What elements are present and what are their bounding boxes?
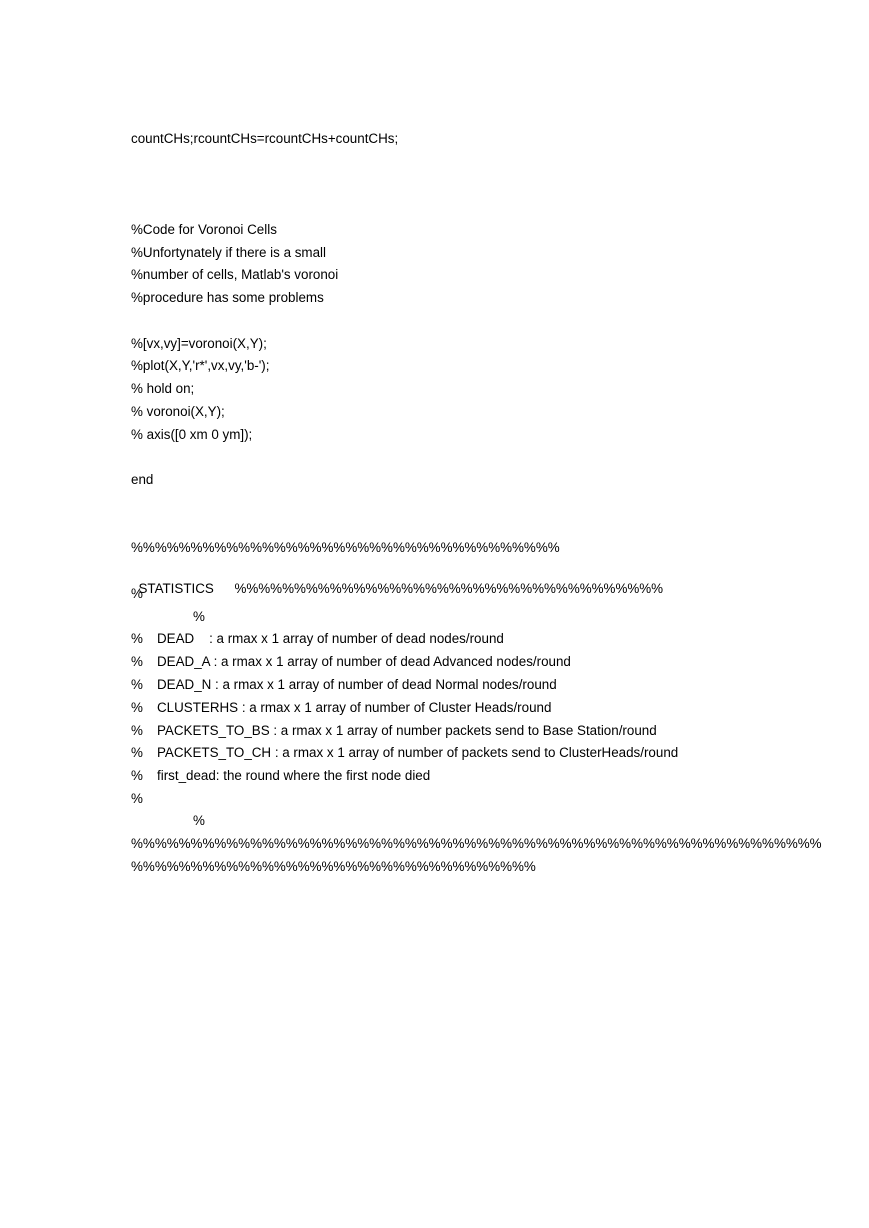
voronoi-code-line: %[vx,vy]=voronoi(X,Y); xyxy=(131,336,267,351)
stats-border-bottom: %%%%%%%%%%%%%%%%%%%%%%%%%%%%%%%%%% xyxy=(131,859,536,874)
stats-item-text: PACKETS_TO_BS : a rmax x 1 array of number packets send to Base Station/round xyxy=(157,723,657,738)
stats-title: STATISTICS xyxy=(138,581,214,596)
voronoi-comment-line: %number of cells, Matlab's voronoi xyxy=(131,267,339,282)
stats-item xyxy=(131,767,430,785)
voronoi-comment-line: %procedure has some problems xyxy=(131,290,324,305)
code-line-count-chs: countCHs;rcountCHs=rcountCHs+countCHs; xyxy=(131,131,399,146)
voronoi-code-line: % hold on; xyxy=(131,381,195,396)
voronoi-comment-line: %Code for Voronoi Cells xyxy=(131,222,277,237)
stats-item xyxy=(131,744,678,762)
stats-item xyxy=(131,676,557,694)
stats-item xyxy=(131,653,571,671)
voronoi-code-line: %plot(X,Y,'r*',vx,vy,'b-'); xyxy=(131,358,270,373)
stats-item-text: DEAD_A : a rmax x 1 array of number of dead Advanced nodes/round xyxy=(157,654,571,669)
stats-item-text: DEAD : a rmax x 1 array of number of dead nodes/round xyxy=(157,631,504,646)
stats-item-marker: % xyxy=(131,654,143,669)
stats-item xyxy=(131,722,657,740)
stats-item-text: PACKETS_TO_CH : a rmax x 1 array of number of packets send to ClusterHeads/round xyxy=(157,745,679,760)
stats-item-marker: % xyxy=(131,700,143,715)
stats-item-text: first_dead: the round where the first node died xyxy=(157,768,431,783)
pct-line: % xyxy=(131,791,143,806)
pct-line-indented: % xyxy=(193,813,205,828)
end-keyword: end xyxy=(131,472,154,487)
stats-item-marker: % xyxy=(131,768,143,783)
stats-item-text: CLUSTERHS : a rmax x 1 array of number of Cluster Heads/round xyxy=(157,700,552,715)
stats-item xyxy=(131,630,504,648)
pct-line: % xyxy=(131,586,143,601)
stats-border-bottom: %%%%%%%%%%%%%%%%%%%%%%%%%%%%%%%%%%%%%%%%%%%%%%%%%%%%%%%%%% xyxy=(131,836,822,851)
stats-item-marker: % xyxy=(131,723,143,738)
stats-item-marker: % xyxy=(131,745,143,760)
stats-border-top: %%%%%%%%%%%%%%%%%%%%%%%%%%%%%%%%%%%% xyxy=(131,540,560,555)
stats-title-pct: %%%%%%%%%%%%%%%%%%%%%%%%%%%%%%%%%%%% xyxy=(234,581,664,596)
voronoi-code-line: % axis([0 xm 0 ym]); xyxy=(131,427,253,442)
pct-line-indented: % xyxy=(193,609,205,624)
stats-item-marker: % xyxy=(131,677,143,692)
stats-item-text: DEAD_N : a rmax x 1 array of number of dead Normal nodes/round xyxy=(157,677,557,692)
stats-title-line xyxy=(131,562,664,596)
stats-item-marker: % xyxy=(131,631,143,646)
voronoi-code-line: % voronoi(X,Y); xyxy=(131,404,225,419)
stats-item xyxy=(131,699,551,717)
voronoi-comment-line: %Unfortynately if there is a small xyxy=(131,245,326,260)
